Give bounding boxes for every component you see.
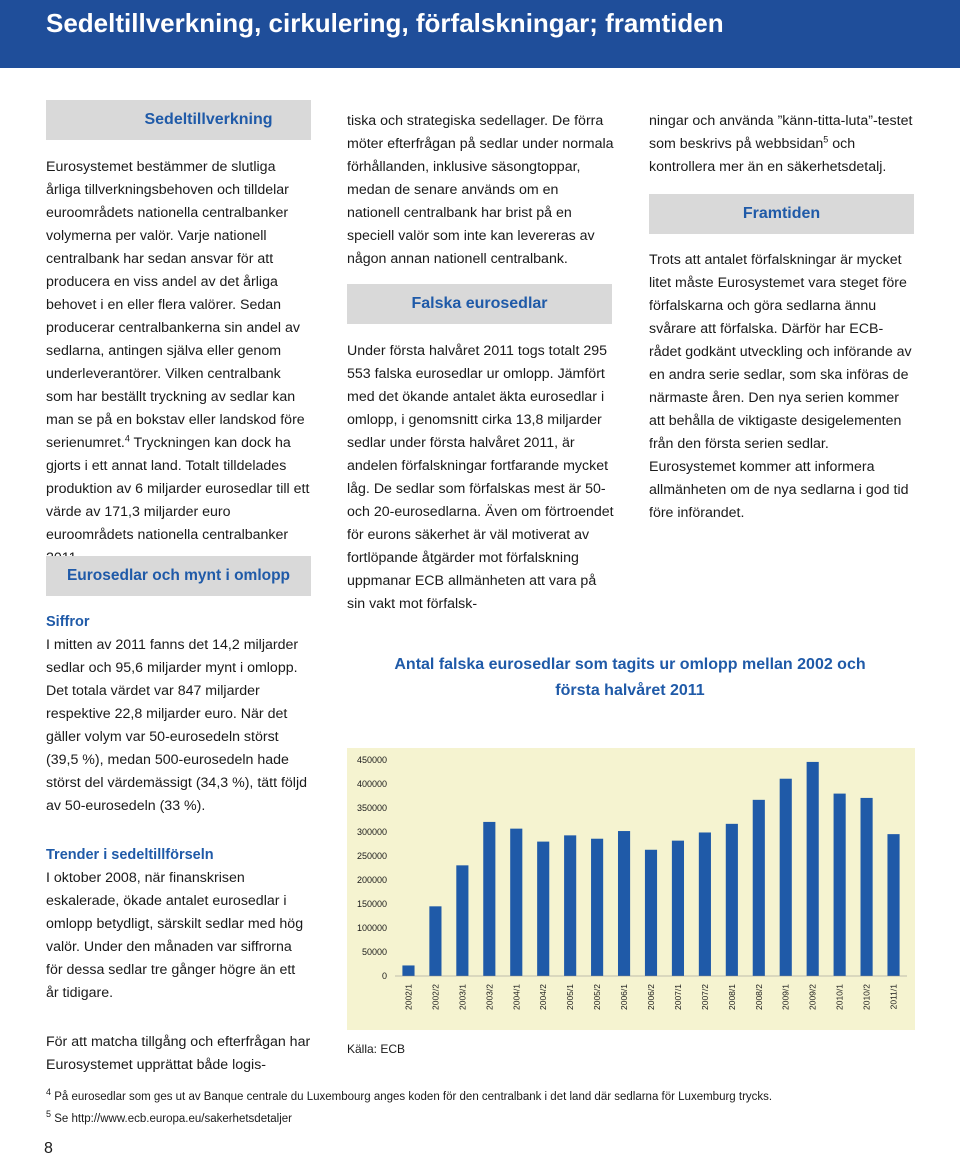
x-tick-label: 2009/1 <box>780 984 791 1010</box>
bar-2004-1 <box>510 829 522 976</box>
subheading-siffror: Siffror <box>46 614 90 630</box>
section-band-falska <box>347 284 612 324</box>
paragraph: Eurosystemet bestämmer de slutliga årliga tillverkningsbehoven och tilldelar euroområdets nationella centralbanker volymerna per valör. Varje nationell centralbank har sedan ansvar för att producera en viss andel av det årliga behovet i en eller flera valörer. Sedan producerar centralbankerna sin andel av sedlarna, antingen själva eller genom underleverantörer. Vilken centralbank som har beställt tryckning av sedlar kan man se på en bokstav eller landskod före serienumret.$^4$ Tryckningen kan dock ha gjorts i ett annat land. Totalt tilldelades produktion av 6 miljarder eurosedlar till ett värde av 171,3 miljarder euro euroområdets nationella centralbanker <box>46 159 310 543</box>
paragraph: Trots att antalet förfalskningar är mycket litet måste Eurosystemet vara steget före förfalskarna och göra sedlarna ännu svårare att förfalska. Därför har ECB-rådet godkänt utveckling och införande av en andra serie sedlar, som ska införas de närmaste åren. Den nya serien kommer att behålla de viktigaste desigelementen från den första serien sedlar. Eurosystemet kommer att informera allmänheten om de nya sedlarna i god tid före införandet. <box>649 252 912 521</box>
y-tick-label: 300000 <box>356 827 387 837</box>
footnotes <box>46 1086 772 1130</box>
paragraph: I mitten av 2011 fanns det 14,2 miljarder sedlar och 95,6 miljarder mynt i omlopp. Det totala värdet var 847 miljarder respektive 22,8 miljarder euro. När det gäller volym var 50-eurosedeln störst (39,5 %), medan 500-eurosedeln hade störst del värdemässigt (34,3 %), tätt följd av 50-eurosedeln (33 %). <box>46 637 308 814</box>
bar-2008-1 <box>726 824 738 976</box>
y-tick-label: 100000 <box>356 923 387 933</box>
x-tick-label: 2008/1 <box>726 984 737 1010</box>
footnote-5: $^5$ Se http://www.ecb.europa.eu/sakerhetsdetaljer <box>46 1109 293 1125</box>
column-1 <box>46 156 311 570</box>
column-3-lower <box>649 249 915 525</box>
x-tick-label: 2008/2 <box>753 984 764 1010</box>
chart-source: Källa: ECB <box>347 1042 406 1056</box>
x-tick-label: 2007/2 <box>699 984 710 1010</box>
column-3 <box>649 110 915 179</box>
x-tick-label: 2004/2 <box>538 984 549 1010</box>
x-tick-label: 2005/1 <box>565 984 576 1010</box>
bar-2010-2 <box>861 798 873 976</box>
y-tick-label: 150000 <box>356 899 387 909</box>
x-tick-label: 2002/1 <box>403 984 414 1010</box>
page-header <box>0 0 960 68</box>
x-tick-label: 2007/1 <box>672 984 683 1010</box>
section-heading: Falska eurosedlar <box>411 295 548 312</box>
section-band-sedeltillverkning <box>46 100 311 140</box>
paragraph: För att matcha tillgång och efterfrågan har Eurosystemet upprättat både logis- <box>46 1034 311 1073</box>
bar-2002-2 <box>429 906 441 976</box>
y-tick-label: 0 <box>381 971 387 981</box>
bar-2009-2 <box>807 762 819 976</box>
bar-2006-1 <box>618 831 630 976</box>
paragraph: Under första halvåret 2011 togs totalt 295 553 falska eurosedlar ur omlopp. Jämfört med det ökande antalet äkta eurosedlar i omlopp, i genomsnitt cirka 13,8 miljarder sedlar under första halvåret 2011, är andelen förfalskningar fortfarande mycket låg. De sedlar som förfalskas mest är 50- och 20-eurosedlarna. Även om förtroendet för eurons säkerhet är väl motiverat av fortlöpande åtgärder mot förfalskning uppmanar ECB allmänheten att vara på sin vakt mot förfalsk- <box>347 343 614 612</box>
chart-svg <box>347 748 915 1030</box>
bar-2003-1 <box>456 865 468 976</box>
chart-title: Antal falska eurosedlar som tagits ur omlopp mellan 2002 och första halvåret 2011 <box>394 656 866 699</box>
column-1-lower <box>46 611 311 1077</box>
section-band-eurosedlar <box>46 556 311 596</box>
x-tick-label: 2010/2 <box>861 984 872 1010</box>
y-tick-label: 350000 <box>356 803 387 813</box>
paragraph: ningar och använda ”känn-titta-luta”-testet som beskrivs på webbsidan$^5$ och kontrollera mer än en säkerhetsdetalj. <box>649 113 913 175</box>
x-tick-label: 2002/2 <box>430 984 441 1010</box>
x-tick-label: 2011/1 <box>888 984 899 1010</box>
bar-2007-1 <box>672 841 684 976</box>
section-heading: Eurosedlar och mynt i omlopp <box>66 567 291 584</box>
page-number: 8 <box>44 1140 53 1157</box>
footnote-4: $^4$ På eurosedlar som ges ut av Banque centrale du Luxembourg anges koden för den centralbank i det land där sedlarna för Luxemburg trycks. <box>46 1087 773 1103</box>
x-tick-label: 2003/1 <box>457 984 468 1010</box>
y-tick-label: 200000 <box>356 875 387 885</box>
bar-2010-1 <box>834 794 846 976</box>
bar-2008-2 <box>753 800 765 976</box>
x-tick-label: 2006/1 <box>619 984 630 1010</box>
y-tick-label: 450000 <box>356 755 387 765</box>
y-tick-label: 50000 <box>361 947 387 957</box>
x-tick-label: 2009/2 <box>807 984 818 1010</box>
x-tick-label: 2004/1 <box>511 984 522 1010</box>
bar-2009-1 <box>780 779 792 976</box>
bar-2005-1 <box>564 835 576 976</box>
bar-2002-1 <box>402 965 414 976</box>
page-title: Sedeltillverkning, cirkulering, förfalskningar; framtiden <box>46 8 724 38</box>
bar-2005-2 <box>591 839 603 976</box>
section-heading: Framtiden <box>742 205 821 222</box>
x-tick-label: 2003/2 <box>484 984 495 1010</box>
column-2 <box>347 110 615 271</box>
y-tick-label: 400000 <box>356 779 387 789</box>
paragraph: tiska och strategiska sedellager. De förra möter efterfrågan på sedlar under normala förhållanden, inklusive säsongtoppar, medan de senare används om en nationell centralbank har brist på en speciell valör som inte kan levereras av någon annan nationell centralbank. <box>347 113 614 267</box>
x-tick-label: 2010/1 <box>834 984 845 1010</box>
bar-2006-2 <box>645 850 657 976</box>
bar-2003-2 <box>483 822 495 976</box>
y-tick-label: 250000 <box>356 851 387 861</box>
bar-2007-2 <box>699 832 711 976</box>
chart <box>347 748 915 1030</box>
paragraph: I oktober 2008, när finanskrisen eskalerade, ökade antalet eurosedlar i omlopp betydligt, särskilt sedlar med hög valör. Under den månaden var siffrorna för dessa sedlar tre gånger högre än ett år tidigare. <box>46 870 304 1001</box>
column-2-lower <box>347 340 615 616</box>
section-heading: Sedeltillverkning <box>144 111 273 128</box>
bar-2011-1 <box>887 834 899 976</box>
section-band-framtiden <box>649 194 914 234</box>
bar-2004-2 <box>537 842 549 976</box>
subheading-trender: Trender i sedeltillförseln <box>46 847 214 863</box>
x-tick-label: 2005/2 <box>592 984 603 1010</box>
x-tick-label: 2006/2 <box>646 984 656 1010</box>
